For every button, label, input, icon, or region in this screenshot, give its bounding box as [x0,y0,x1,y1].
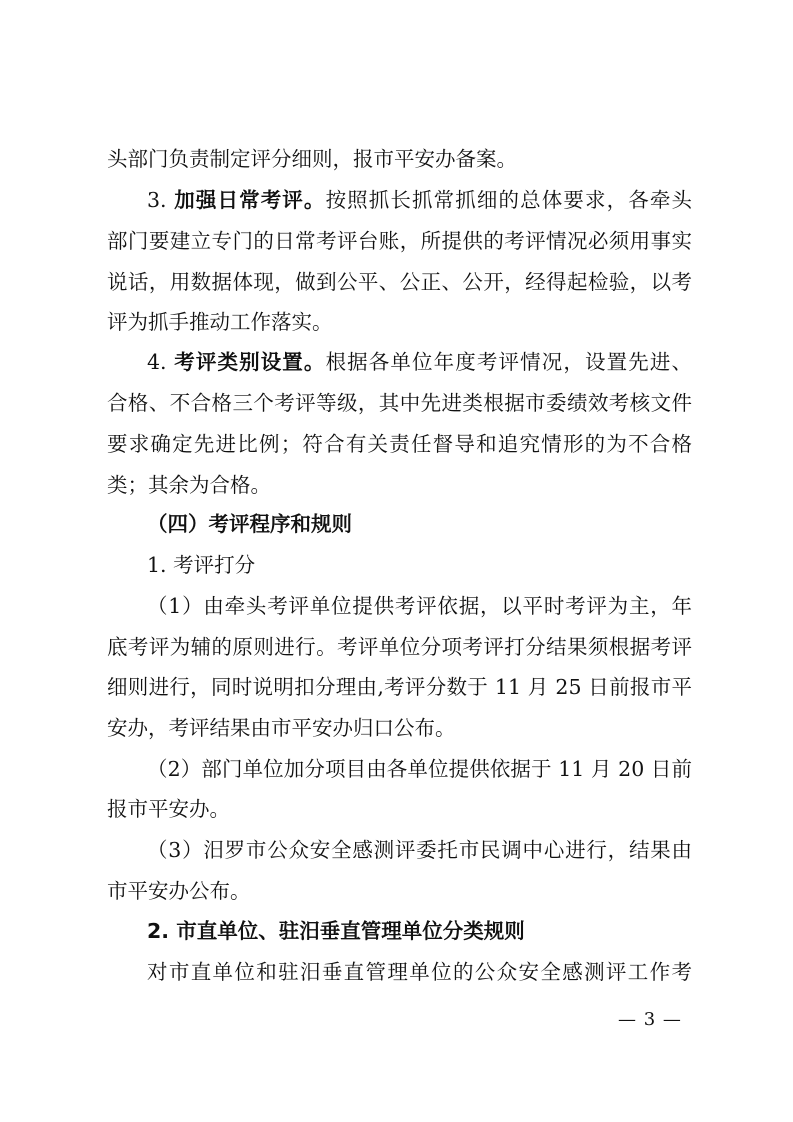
paragraph-line: （2）部门单位加分项目由各单位提供依据于 11 月 20 日前 [147,757,692,781]
item-4-line [147,352,692,373]
paragraph-line: 底考评为辅的原则进行。考评单位分项考评打分结果须根据考评 [107,635,692,659]
paragraph-line: （3）汨罗市公众安全感测评委托市民调中心进行，结果由 [147,838,692,862]
page-number: — 3 — [618,1009,682,1030]
item-4-heading: 考评类别设置。 [174,350,326,374]
paragraph-line: 类；其余为合格。 [107,473,271,497]
paragraph-line: 要求确定先进比例；符合有关责任督导和追究情形的为不合格 [107,432,692,456]
paragraph-line: 评为抓手推动工作落实。 [107,310,333,334]
item-3-text: 按照抓长抓常抓细的总体要求，各牵头 [325,188,693,212]
subsection-heading: 1. 考评打分 [147,553,256,577]
paragraph-line: 说话，用数据体现，做到公平、公正、公开，经得起检验，以考 [107,270,692,294]
item-4-number: 4. [147,350,175,374]
section-heading: （四）考评程序和规则 [147,512,352,536]
paragraph-line: 头部门负责制定评分细则，报市平安办备案。 [107,147,517,171]
item-3-line [147,190,692,211]
item-3-heading: 加强日常考评。 [174,188,326,212]
paragraph-line: 合格、不合格三个考评等级，其中先进类根据市委绩效考核文件 [107,391,692,415]
paragraph-line: 部门要建立专门的日常考评台账，所提供的考评情况必须用事实 [107,229,692,253]
paragraph-line: 对市直单位和驻汨垂直管理单位的公众安全感测评工作考 [147,960,692,984]
paragraph-line: 报市平安办。 [107,797,230,821]
paragraph-line: 细则进行，同时说明扣分理由,考评分数于 11 月 25 日前报市平 [107,675,692,699]
subsection-heading: 2. 市直单位、驻汨垂直管理单位分类规则 [147,919,525,943]
paragraph-line: 市平安办公布。 [107,879,251,903]
paragraph-line: （1）由牵头考评单位提供考评依据，以平时考评为主，年 [147,594,692,618]
item-4-text: 根据各单位年度考评情况，设置先进、 [325,350,693,374]
paragraph-line: 安办，考评结果由市平安办归口公布。 [107,716,456,740]
item-3-number: 3. [147,188,175,212]
